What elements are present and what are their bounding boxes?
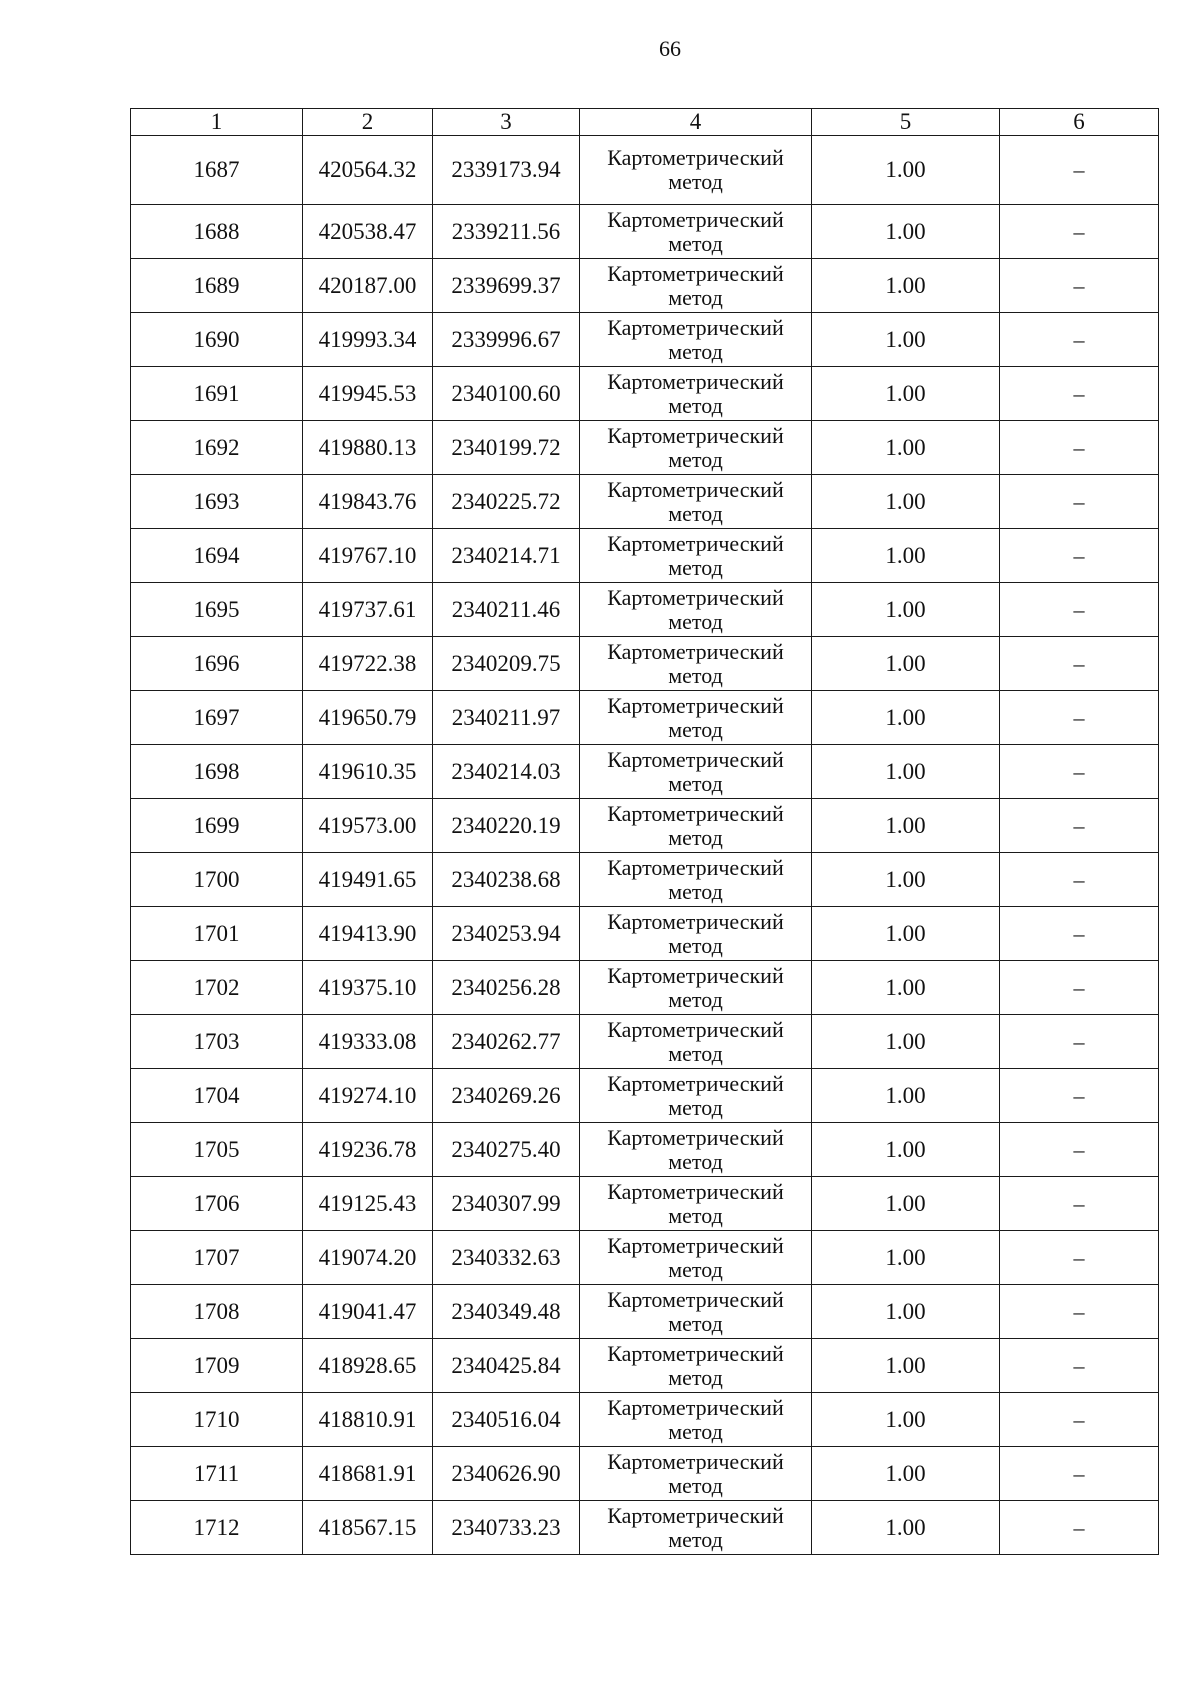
y-coordinate-cell: 2340214.03: [433, 745, 580, 799]
accuracy-cell: 1.00: [812, 313, 1000, 367]
method-line-1: Картометрический: [607, 854, 784, 880]
accuracy-cell: 1.00: [812, 961, 1000, 1015]
accuracy-cell: 1.00: [812, 1393, 1000, 1447]
method-cell: [580, 475, 812, 529]
point-number-cell: 1697: [131, 691, 303, 745]
y-coordinate-cell: 2339699.37: [433, 259, 580, 313]
table-row: [131, 1015, 1159, 1069]
table-row: [131, 745, 1159, 799]
table-row: [131, 1285, 1159, 1339]
method-line-1: Картометрический: [607, 962, 784, 988]
accuracy-cell: 1.00: [812, 1501, 1000, 1555]
method-line-2: метод: [668, 1418, 723, 1444]
y-coordinate-cell: 2340349.48: [433, 1285, 580, 1339]
method-line-2: метод: [668, 230, 723, 256]
point-number-cell: 1696: [131, 637, 303, 691]
accuracy-cell: 1.00: [812, 1231, 1000, 1285]
accuracy-cell: 1.00: [812, 259, 1000, 313]
accuracy-cell: 1.00: [812, 853, 1000, 907]
note-cell: –: [1000, 1339, 1159, 1393]
accuracy-cell: 1.00: [812, 637, 1000, 691]
table-row: [131, 259, 1159, 313]
y-coordinate-cell: 2340733.23: [433, 1501, 580, 1555]
note-cell: –: [1000, 853, 1159, 907]
coordinates-table: [130, 108, 1159, 1555]
y-coordinate-cell: 2340199.72: [433, 421, 580, 475]
method-line-2: метод: [668, 446, 723, 472]
method-line-1: Картометрический: [607, 638, 784, 664]
point-number-cell: 1706: [131, 1177, 303, 1231]
point-number-cell: 1691: [131, 367, 303, 421]
point-number-cell: 1709: [131, 1339, 303, 1393]
accuracy-cell: 1.00: [812, 1123, 1000, 1177]
y-coordinate-cell: 2340220.19: [433, 799, 580, 853]
method-line-2: метод: [668, 1040, 723, 1066]
x-coordinate-cell: 418567.15: [303, 1501, 433, 1555]
x-coordinate-cell: 419413.90: [303, 907, 433, 961]
method-line-1: Картометрический: [607, 368, 784, 394]
x-coordinate-cell: 420564.32: [303, 136, 433, 205]
method-cell: [580, 691, 812, 745]
method-line-2: метод: [668, 1094, 723, 1120]
method-line-1: Картометрический: [607, 1340, 784, 1366]
x-coordinate-cell: 420187.00: [303, 259, 433, 313]
table-header-row: [131, 109, 1159, 136]
note-cell: –: [1000, 1501, 1159, 1555]
y-coordinate-cell: 2340516.04: [433, 1393, 580, 1447]
method-cell: [580, 1069, 812, 1123]
method-line-1: Картометрический: [607, 1394, 784, 1420]
method-line-1: Картометрический: [607, 145, 784, 170]
table-row: [131, 475, 1159, 529]
point-number-cell: 1710: [131, 1393, 303, 1447]
accuracy-cell: 1.00: [812, 1447, 1000, 1501]
point-number-cell: 1705: [131, 1123, 303, 1177]
table-row: [131, 1177, 1159, 1231]
accuracy-cell: 1.00: [812, 799, 1000, 853]
accuracy-cell: 1.00: [812, 583, 1000, 637]
x-coordinate-cell: 419880.13: [303, 421, 433, 475]
method-line-2: метод: [668, 500, 723, 526]
method-cell: [580, 259, 812, 313]
y-coordinate-cell: 2340269.26: [433, 1069, 580, 1123]
point-number-cell: 1688: [131, 205, 303, 259]
point-number-cell: 1698: [131, 745, 303, 799]
x-coordinate-cell: 419125.43: [303, 1177, 433, 1231]
method-line-1: Картометрический: [607, 1178, 784, 1204]
method-line-1: Картометрический: [607, 800, 784, 826]
table-row: [131, 961, 1159, 1015]
method-line-1: Картометрический: [607, 422, 784, 448]
method-cell: [580, 367, 812, 421]
method-cell: [580, 799, 812, 853]
method-cell: [580, 961, 812, 1015]
method-line-2: метод: [668, 1526, 723, 1552]
column-header-4: 4: [580, 109, 812, 136]
method-cell: [580, 1123, 812, 1177]
column-header-3: 3: [433, 109, 580, 136]
point-number-cell: 1701: [131, 907, 303, 961]
point-number-cell: 1708: [131, 1285, 303, 1339]
x-coordinate-cell: 419737.61: [303, 583, 433, 637]
note-cell: –: [1000, 1447, 1159, 1501]
method-cell: [580, 421, 812, 475]
method-cell: [580, 745, 812, 799]
note-cell: –: [1000, 907, 1159, 961]
y-coordinate-cell: 2339173.94: [433, 136, 580, 205]
x-coordinate-cell: 419993.34: [303, 313, 433, 367]
point-number-cell: 1693: [131, 475, 303, 529]
accuracy-cell: 1.00: [812, 691, 1000, 745]
method-cell: [580, 529, 812, 583]
y-coordinate-cell: 2339996.67: [433, 313, 580, 367]
method-line-1: Картометрический: [607, 476, 784, 502]
method-line-2: метод: [668, 770, 723, 796]
column-header-5: 5: [812, 109, 1000, 136]
x-coordinate-cell: 419236.78: [303, 1123, 433, 1177]
y-coordinate-cell: 2340626.90: [433, 1447, 580, 1501]
method-cell: [580, 1501, 812, 1555]
x-coordinate-cell: 418928.65: [303, 1339, 433, 1393]
table-row: [131, 421, 1159, 475]
method-line-1: Картометрический: [607, 314, 784, 340]
note-cell: –: [1000, 367, 1159, 421]
x-coordinate-cell: 419333.08: [303, 1015, 433, 1069]
x-coordinate-cell: 419573.00: [303, 799, 433, 853]
method-line-1: Картометрический: [607, 692, 784, 718]
point-number-cell: 1690: [131, 313, 303, 367]
note-cell: –: [1000, 583, 1159, 637]
method-cell: [580, 637, 812, 691]
method-line-2: метод: [668, 392, 723, 418]
note-cell: –: [1000, 1177, 1159, 1231]
table-row: [131, 136, 1159, 205]
x-coordinate-cell: 419945.53: [303, 367, 433, 421]
table-row: [131, 1447, 1159, 1501]
note-cell: –: [1000, 475, 1159, 529]
point-number-cell: 1702: [131, 961, 303, 1015]
method-cell: [580, 205, 812, 259]
accuracy-cell: 1.00: [812, 907, 1000, 961]
y-coordinate-cell: 2340211.97: [433, 691, 580, 745]
accuracy-cell: 1.00: [812, 1177, 1000, 1231]
y-coordinate-cell: 2340225.72: [433, 475, 580, 529]
table-row: [131, 637, 1159, 691]
point-number-cell: 1707: [131, 1231, 303, 1285]
method-line-1: Картометрический: [607, 1502, 784, 1528]
note-cell: –: [1000, 1393, 1159, 1447]
y-coordinate-cell: 2340253.94: [433, 907, 580, 961]
table-row: [131, 205, 1159, 259]
method-line-1: Картометрический: [607, 1232, 784, 1258]
x-coordinate-cell: 418810.91: [303, 1393, 433, 1447]
table-row: [131, 313, 1159, 367]
accuracy-cell: 1.00: [812, 136, 1000, 205]
note-cell: –: [1000, 421, 1159, 475]
note-cell: –: [1000, 745, 1159, 799]
column-header-1: 1: [131, 109, 303, 136]
note-cell: –: [1000, 259, 1159, 313]
method-line-2: метод: [668, 284, 723, 310]
point-number-cell: 1689: [131, 259, 303, 313]
x-coordinate-cell: 419274.10: [303, 1069, 433, 1123]
note-cell: –: [1000, 1069, 1159, 1123]
note-cell: –: [1000, 1123, 1159, 1177]
note-cell: –: [1000, 205, 1159, 259]
method-line-2: метод: [668, 608, 723, 634]
point-number-cell: 1694: [131, 529, 303, 583]
method-line-2: метод: [668, 932, 723, 958]
accuracy-cell: 1.00: [812, 529, 1000, 583]
point-number-cell: 1695: [131, 583, 303, 637]
point-number-cell: 1699: [131, 799, 303, 853]
y-coordinate-cell: 2340307.99: [433, 1177, 580, 1231]
x-coordinate-cell: 419375.10: [303, 961, 433, 1015]
method-cell: [580, 1177, 812, 1231]
method-line-2: метод: [668, 338, 723, 364]
point-number-cell: 1711: [131, 1447, 303, 1501]
y-coordinate-cell: 2340425.84: [433, 1339, 580, 1393]
method-cell: [580, 313, 812, 367]
x-coordinate-cell: 419843.76: [303, 475, 433, 529]
method-line-1: Картометрический: [607, 1016, 784, 1042]
table-row: [131, 1393, 1159, 1447]
method-line-2: метод: [668, 554, 723, 580]
method-line-2: метод: [668, 824, 723, 850]
note-cell: –: [1000, 799, 1159, 853]
table-row: [131, 853, 1159, 907]
method-line-2: метод: [668, 1472, 723, 1498]
table-row: [131, 1231, 1159, 1285]
method-line-1: Картометрический: [607, 908, 784, 934]
method-line-2: метод: [668, 1364, 723, 1390]
method-cell: [580, 1393, 812, 1447]
method-line-2: метод: [668, 1148, 723, 1174]
method-line-2: метод: [668, 878, 723, 904]
method-line-2: метод: [668, 986, 723, 1012]
method-line-1: Картометрический: [607, 1286, 784, 1312]
table-row: [131, 799, 1159, 853]
x-coordinate-cell: 419074.20: [303, 1231, 433, 1285]
note-cell: –: [1000, 1015, 1159, 1069]
method-line-1: Картометрический: [607, 206, 784, 232]
y-coordinate-cell: 2340256.28: [433, 961, 580, 1015]
method-line-1: Картометрический: [607, 1070, 784, 1096]
y-coordinate-cell: 2340211.46: [433, 583, 580, 637]
accuracy-cell: 1.00: [812, 745, 1000, 799]
y-coordinate-cell: 2340209.75: [433, 637, 580, 691]
method-cell: [580, 1447, 812, 1501]
note-cell: –: [1000, 961, 1159, 1015]
point-number-cell: 1700: [131, 853, 303, 907]
table-row: [131, 1501, 1159, 1555]
method-cell: [580, 583, 812, 637]
method-line-1: Картометрический: [607, 1124, 784, 1150]
method-line-2: метод: [668, 1256, 723, 1282]
x-coordinate-cell: 419767.10: [303, 529, 433, 583]
method-line-1: Картометрический: [607, 584, 784, 610]
accuracy-cell: 1.00: [812, 1015, 1000, 1069]
table-row: [131, 367, 1159, 421]
method-cell: [580, 1285, 812, 1339]
y-coordinate-cell: 2340275.40: [433, 1123, 580, 1177]
method-line-1: Картометрический: [607, 746, 784, 772]
y-coordinate-cell: 2340332.63: [433, 1231, 580, 1285]
method-line-2: метод: [668, 1202, 723, 1228]
accuracy-cell: 1.00: [812, 1069, 1000, 1123]
table-row: [131, 691, 1159, 745]
point-number-cell: 1692: [131, 421, 303, 475]
note-cell: –: [1000, 1285, 1159, 1339]
point-number-cell: 1712: [131, 1501, 303, 1555]
method-cell: [580, 1015, 812, 1069]
note-cell: –: [1000, 136, 1159, 205]
note-cell: –: [1000, 637, 1159, 691]
point-number-cell: 1704: [131, 1069, 303, 1123]
method-line-2: метод: [668, 662, 723, 688]
method-line-1: Картометрический: [607, 1448, 784, 1474]
method-cell: [580, 1339, 812, 1393]
table-row: [131, 1123, 1159, 1177]
point-number-cell: 1703: [131, 1015, 303, 1069]
method-line-2: метод: [668, 1310, 723, 1336]
y-coordinate-cell: 2340100.60: [433, 367, 580, 421]
point-number-cell: 1687: [131, 136, 303, 205]
method-line-1: Картометрический: [607, 260, 784, 286]
note-cell: –: [1000, 1231, 1159, 1285]
x-coordinate-cell: 418681.91: [303, 1447, 433, 1501]
note-cell: –: [1000, 529, 1159, 583]
column-header-2: 2: [303, 109, 433, 136]
table-row: [131, 907, 1159, 961]
x-coordinate-cell: 419650.79: [303, 691, 433, 745]
y-coordinate-cell: 2340238.68: [433, 853, 580, 907]
accuracy-cell: 1.00: [812, 1339, 1000, 1393]
table-row: [131, 1069, 1159, 1123]
y-coordinate-cell: 2340262.77: [433, 1015, 580, 1069]
method-line-1: Картометрический: [607, 530, 784, 556]
method-line-2: метод: [668, 716, 723, 742]
x-coordinate-cell: 420538.47: [303, 205, 433, 259]
accuracy-cell: 1.00: [812, 367, 1000, 421]
page-number: 66: [659, 36, 681, 61]
x-coordinate-cell: 419722.38: [303, 637, 433, 691]
table-body: [131, 136, 1159, 1555]
accuracy-cell: 1.00: [812, 205, 1000, 259]
y-coordinate-cell: 2339211.56: [433, 205, 580, 259]
x-coordinate-cell: 419610.35: [303, 745, 433, 799]
method-line-2: метод: [668, 169, 723, 194]
column-header-6: 6: [1000, 109, 1159, 136]
table-row: [131, 1339, 1159, 1393]
method-cell: [580, 907, 812, 961]
method-cell: [580, 136, 812, 205]
method-cell: [580, 853, 812, 907]
note-cell: –: [1000, 313, 1159, 367]
accuracy-cell: 1.00: [812, 1285, 1000, 1339]
x-coordinate-cell: 419491.65: [303, 853, 433, 907]
y-coordinate-cell: 2340214.71: [433, 529, 580, 583]
note-cell: –: [1000, 691, 1159, 745]
method-cell: [580, 1231, 812, 1285]
x-coordinate-cell: 419041.47: [303, 1285, 433, 1339]
accuracy-cell: 1.00: [812, 475, 1000, 529]
table-row: [131, 529, 1159, 583]
accuracy-cell: 1.00: [812, 421, 1000, 475]
table-row: [131, 583, 1159, 637]
